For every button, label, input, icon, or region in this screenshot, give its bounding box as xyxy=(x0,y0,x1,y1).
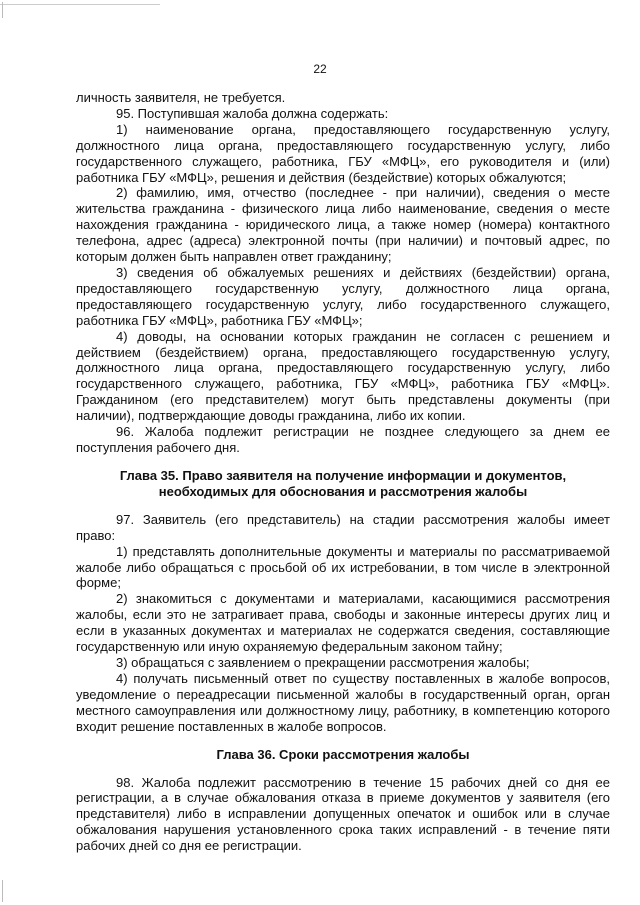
chapter-35-heading xyxy=(76,468,610,500)
paragraph-95: 95. Поступившая жалоба должна содержать: xyxy=(116,105,389,121)
paragraph-96: 96. Жалоба подлежит регистрации не позднее следующего за днем ее поступления рабочего дня. xyxy=(76,424,610,455)
scan-edge-line xyxy=(0,4,160,5)
document-body xyxy=(76,90,610,854)
paragraph-97: 97. Заявитель (его представитель) на стадии рассмотрения жалобы имеет право: xyxy=(76,511,610,543)
heading-line: необходимых для обоснования и рассмотрения жалобы xyxy=(158,483,528,499)
page-number: 22 xyxy=(313,62,327,76)
heading-line: Глава 35. Право заявителя на получение информации и документов, xyxy=(119,467,567,483)
paragraph-97-3: 3) обращаться с заявлением о прекращении рассмотрения жалобы; xyxy=(116,655,530,670)
scan-edge-mark xyxy=(2,2,3,18)
paragraph-95-1: 1) наименование органа, предоставляющего государственную услугу, должностного лица органа, предоставляющего государственную услугу, либо государственного служащего, работника, ГБУ «МФЦ», его руководителя и (или) работника ГБУ «МФЦ», решения и действия (бездействие) которых обжалуются; xyxy=(76,121,610,185)
paragraph-97-1: 1) представлять дополнительные документы и материалы по рассматриваемой жалобе либо обращаться с просьбой об их истребовании, в том числе в электронной форме; xyxy=(76,543,610,591)
paragraph-97-2: 2) знакомиться с документами и материалами, касающимися рассмотрения жалобы, если это не затрагивает права, свободы и законные интересы других лиц и если в указанных документах и материалах не содержатся сведения, составляющие государственную или иную охраняемую федеральным законом тайну; xyxy=(76,591,610,655)
scan-edge-mark xyxy=(2,880,3,902)
chapter-36-heading xyxy=(76,747,610,763)
paragraph-95-2: 2) фамилию, имя, отчество (последнее - при наличии), сведения о месте жительства гражданина - физического лица либо наименование, сведения о месте нахождения гражданина - юридического лица, а также номер (номера) контактного телефона, адрес (адреса) электронной почты (при наличии) и почтовый адрес, по которым должен быть направлен ответ гражданину; xyxy=(76,185,610,265)
heading-line: Глава 36. Сроки рассмотрения жалобы xyxy=(216,746,470,762)
paragraph-95-4: 4) доводы, на основании которых гражданин не согласен с решением и действием (бездействием) органа, предоставляющего государственную услугу, должностного лица органа, предоставляющего государственную услугу, либо государственного служащего, работника, ГБУ «МФЦ», работника ГБУ «МФЦ». Гражданином (его представителем) могут быть представлены документы (при наличии), подтверждающие доводы гражданина, либо их копии. xyxy=(76,328,610,424)
paragraph-95-3: 3) сведения об обжалуемых решениях и действиях (бездействии) органа, предоставляющего государственную услугу, должностного лица органа, предоставляющего государственную услугу, либо государственного служащего, работника ГБУ «МФЦ», работника ГБУ «МФЦ»; xyxy=(76,264,610,328)
paragraph: личность заявителя, не требуется. xyxy=(76,90,286,105)
paragraph-97-4: 4) получать письменный ответ по существу поставленных в жалобе вопросов, уведомление о переадресации письменной жалобы в государственный орган, орган местного самоуправления или должностному лицу, работнику, в компетенцию которого входит решение поставленных в жалобе вопросов. xyxy=(76,670,610,734)
paragraph-98: 98. Жалоба подлежит рассмотрению в течение 15 рабочих дней со дня ее регистрации, а в случае обжалования отказа в приеме документов у заявителя (его представителя) либо в исправлении допущенных опечаток и ошибок или в случае обжалования нарушения установленного срока таких исправлений - в течение пяти рабочих дней со дня ее регистрации. xyxy=(76,774,610,854)
